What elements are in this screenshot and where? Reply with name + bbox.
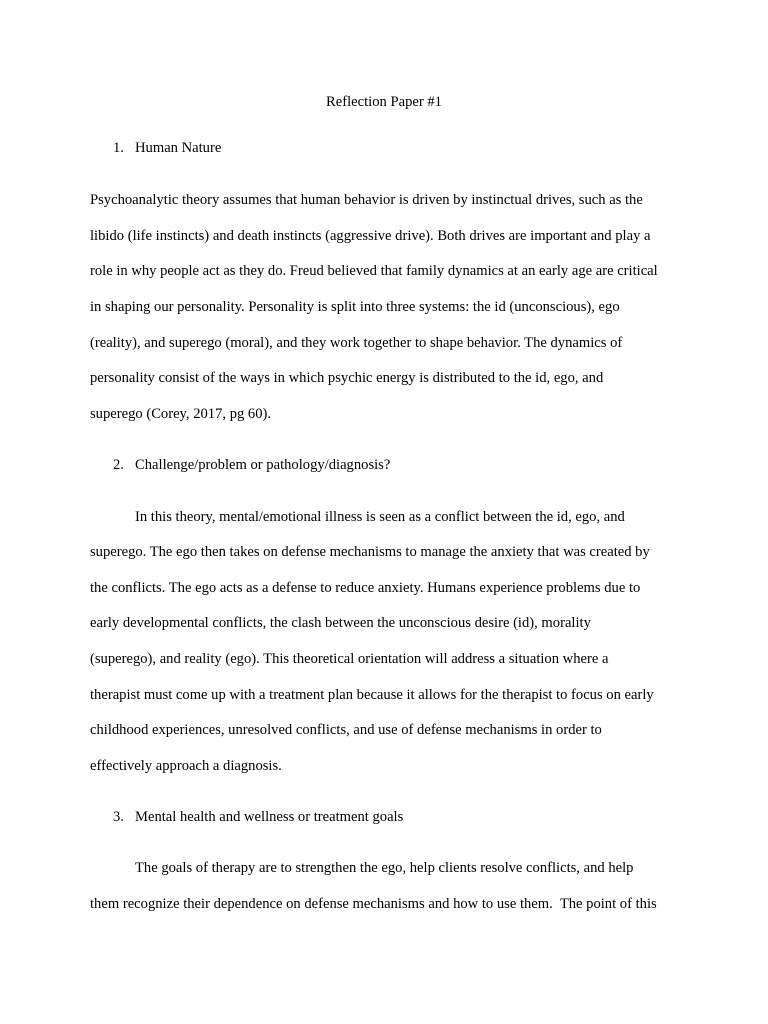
paragraph-line: the conflicts. The ego acts as a defense to reduce anxiety. Humans experience problems due to xyxy=(90,580,641,596)
paper-title: Reflection Paper #1 xyxy=(326,94,442,110)
paragraph-line: personality consist of the ways in which psychic energy is distributed to the id, ego, and xyxy=(90,370,604,386)
paragraph-line: In this theory, mental/emotional illness is seen as a conflict between the id, ego, and xyxy=(135,509,625,525)
paragraph-line: them recognize their dependence on defense mechanisms and how to use them. The point of this xyxy=(90,896,657,912)
paragraph-line: childhood experiences, unresolved conflicts, and use of defense mechanisms in order to xyxy=(90,722,602,738)
section-heading-2 xyxy=(113,456,390,474)
section-heading-text: Challenge/problem or pathology/diagnosis? xyxy=(135,457,391,473)
paragraph-line: (reality), and superego (moral), and they work together to shape behavior. The dynamics of xyxy=(90,335,623,351)
paragraph-line: therapist must come up with a treatment plan because it allows for the therapist to focus on early xyxy=(90,687,654,703)
paragraph-line: role in why people act as they do. Freud believed that family dynamics at an early age are critical xyxy=(90,263,658,279)
paragraph-line: superego. The ego then takes on defense mechanisms to manage the anxiety that was created by xyxy=(90,544,650,560)
section-number: 3. xyxy=(113,809,124,825)
paragraph-line: The goals of therapy are to strengthen the ego, help clients resolve conflicts, and help xyxy=(135,860,634,876)
section-heading-3 xyxy=(113,808,403,826)
paragraph-line: superego (Corey, 2017, pg 60). xyxy=(90,406,272,422)
section-heading-1 xyxy=(113,139,221,157)
section-number: 2. xyxy=(113,457,124,473)
section-number: 1. xyxy=(113,140,124,156)
paragraph-line: libido (life instincts) and death instincts (aggressive drive). Both drives are important and play a xyxy=(90,228,651,244)
section-heading-text: Mental health and wellness or treatment goals xyxy=(135,809,404,825)
paragraph-line: effectively approach a diagnosis. xyxy=(90,758,282,774)
paragraph-line: Psychoanalytic theory assumes that human behavior is driven by instinctual drives, such as the xyxy=(90,192,643,208)
paragraph-line: early developmental conflicts, the clash between the unconscious desire (id), morality xyxy=(90,615,591,631)
paragraph-line: (superego), and reality (ego). This theoretical orientation will address a situation where a xyxy=(90,651,609,667)
section-heading-text: Human Nature xyxy=(135,140,222,156)
paragraph-line: in shaping our personality. Personality is split into three systems: the id (unconscious), ego xyxy=(90,299,620,315)
